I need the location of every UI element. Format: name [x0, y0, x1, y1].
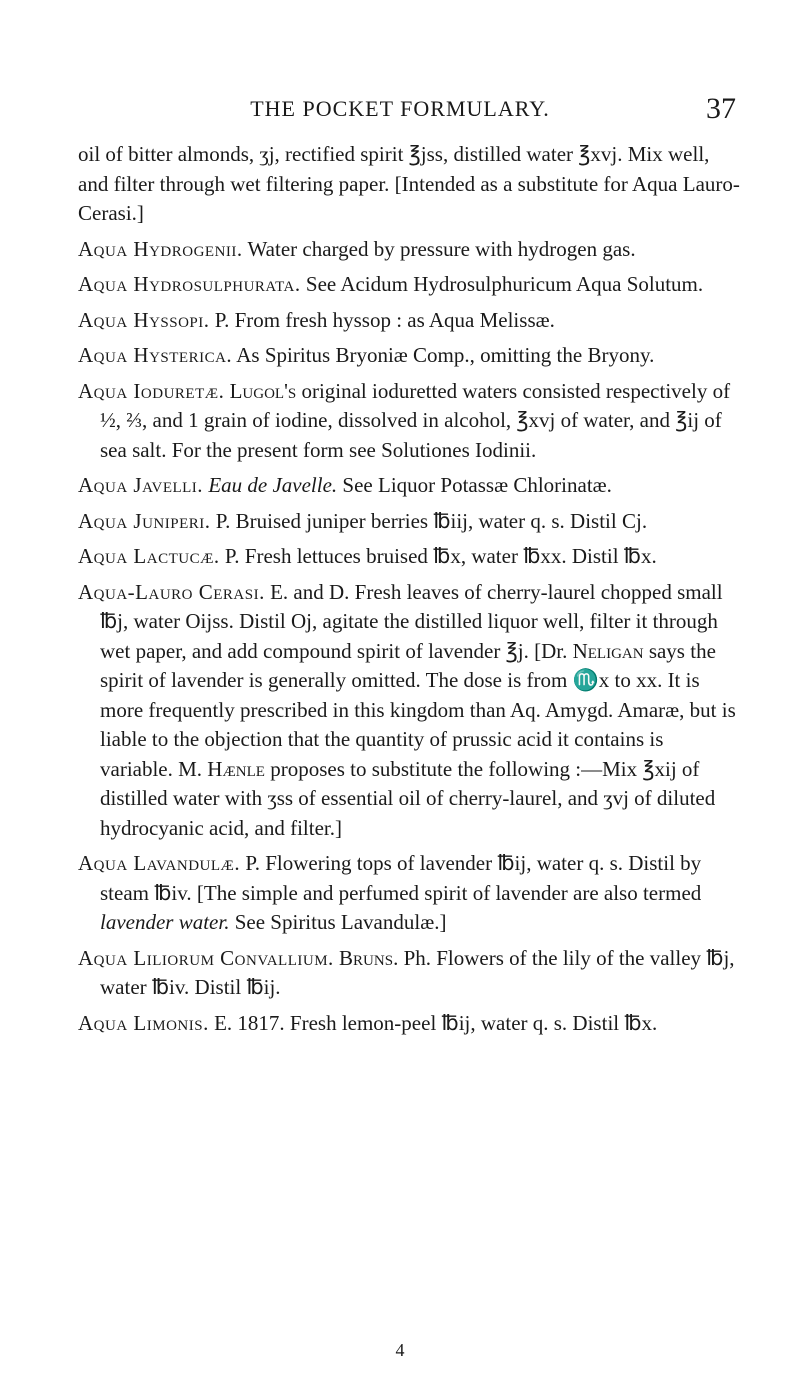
formulary-text	[78, 140, 740, 1044]
entry-aqua-liliorum-convallium	[78, 944, 740, 1003]
author-name: Lugol's	[229, 378, 297, 403]
entry-text: Ph. Flowers of the lily of the valley ℔j, water ℔iv. Distil ℔ij.	[100, 945, 735, 999]
source-name: Bruns.	[339, 945, 399, 970]
entry-text: P. Fresh lettuces bruised ℔x, water ℔xx. Distil ℔x.	[219, 544, 657, 568]
entry-continuation	[78, 140, 740, 229]
entry-text: original ioduretted waters consisted respectively of ½, ⅔, and 1 grain of iodine, dissolved in alcohol, ℥xvj of water, and ℥ij of sea salt. For the present form see Solutiones Iodinii.	[100, 378, 731, 462]
running-title: THE POCKET FORMULARY.	[250, 96, 550, 121]
entry-aqua-hydrosulphurata	[78, 270, 740, 300]
entry-term: Aqua Ioduretæ.	[78, 378, 225, 403]
entry-text: P. Bruised juniper berries ℔iij, water q. s. Distil Cj.	[210, 508, 648, 533]
page-header	[0, 92, 800, 132]
entry-term: Aqua Hyssopi.	[78, 307, 210, 332]
entry-term: Aqua-Lauro Cerasi.	[78, 579, 265, 604]
author-name: Hænle	[207, 756, 265, 781]
author-name: Neligan	[572, 638, 644, 663]
entry-aqua-ioduretae	[78, 377, 740, 466]
entry-term: Aqua Hydrogenii.	[78, 236, 243, 261]
entry-text: See Spiritus Lavandulæ.]	[229, 910, 447, 934]
page-number: 37	[706, 92, 736, 125]
entry-term: Aqua Limonis.	[78, 1010, 209, 1035]
entry-text: See Acidum Hydrosulphuricum Aqua Solutum.	[300, 272, 704, 296]
entry-text: As Spiritus Bryoniæ Comp., omitting the Bryony.	[232, 343, 655, 367]
entry-term: Aqua Lactucæ.	[78, 544, 220, 568]
entry-text-pre: P. Flowering tops of lavender ℔ij, water q. s. Distil by steam ℔iv. [The simple and perfumed spirit of lavender are also termed	[100, 851, 702, 905]
entry-aqua-lactucae	[78, 542, 740, 572]
entry-text-mid: says the spirit of lavender is generally omitted. The dose is from ♏x to xx. It is more frequently prescribed in this kingdom than Aq. Amygd. Amaræ, but is liable to the objection that the quantity of prussic acid it contains is variable. M.	[100, 638, 736, 781]
entry-aqua-hysterica	[78, 341, 740, 371]
entry-text: E. 1817. Fresh lemon-peel ℔ij, water q. s. Distil ℔x.	[208, 1010, 658, 1035]
entry-term: Aqua Hysterica.	[78, 343, 233, 367]
entry-aqua-javelli	[78, 471, 740, 501]
entry-term: Aqua Liliorum Convallium.	[78, 945, 334, 970]
entry-term: Aqua Javelli.	[78, 473, 204, 497]
entry-aqua-limonis	[78, 1009, 740, 1039]
entry-term: Aqua Juniperi.	[78, 508, 211, 533]
entry-text: P. From fresh hyssop : as Aqua Melissæ.	[209, 307, 555, 332]
entry-text: See Liquor Potassæ Chlorinatæ.	[337, 473, 612, 497]
entry-text-pre: E. and D. Fresh leaves of cherry-laurel chopped small ℔j, water Oijss. Distil Oj, agitate the distilled liquor well, filter it through wet paper, and add compound spirit of lavender ℥j. [Dr.	[100, 579, 723, 663]
entry-aqua-juniperi	[78, 507, 740, 537]
entry-aqua-hydrogenii	[78, 235, 740, 265]
entry-term: Aqua Lavandulæ.	[78, 851, 241, 875]
entry-aqua-lavandulae	[78, 849, 740, 938]
entry-term: Aqua Hydrosulphurata.	[78, 272, 301, 296]
italic-phrase: lavender water.	[100, 910, 230, 934]
italic-phrase: Eau de Javelle.	[208, 473, 338, 497]
entry-text: oil of bitter almonds, ʒj, rectified spirit ℥jss, distilled water ℥xvj. Mix well, and filter through wet filtering paper. [Intended as a substitute for Aqua Lauro-Cerasi.]	[78, 142, 740, 225]
entry-text: Water charged by pressure with hydrogen gas.	[242, 236, 636, 261]
entry-aqua-lauro-cerasi	[78, 578, 740, 844]
signature-mark: 4	[395, 1340, 405, 1360]
entry-aqua-hyssopi	[78, 306, 740, 336]
entry-text: proposes to substitute the following :—Mix ℥xij of distilled water with ʒss of essential oil of cherry-laurel, and ʒvj of diluted hydrocyanic acid, and filter.]	[100, 756, 716, 840]
